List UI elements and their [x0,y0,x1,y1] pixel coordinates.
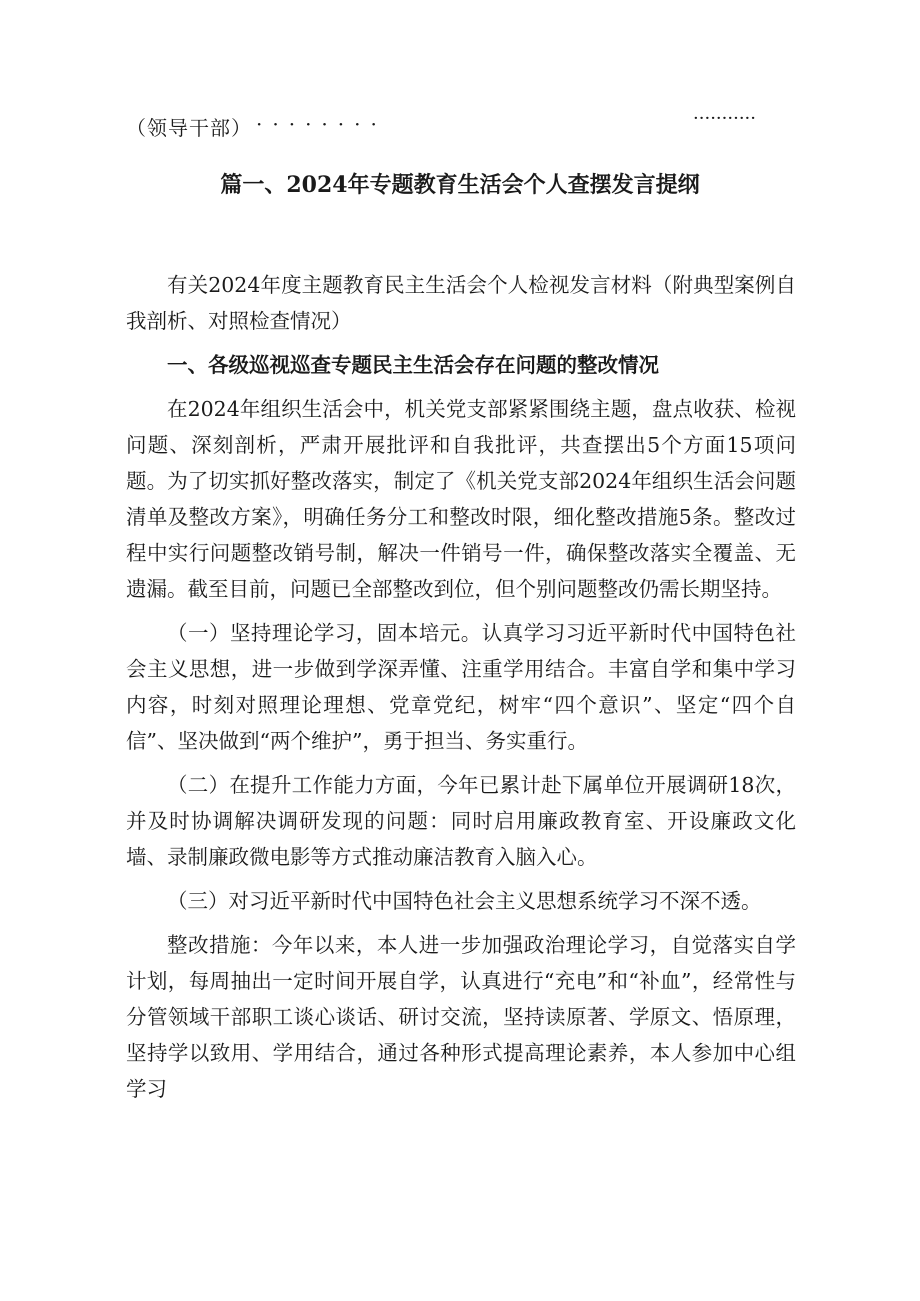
item-paragraph-2: （二）在提升工作能力方面，今年已累计赴下属单位开展调研18次，并及时协调解决调研发现的问题：同时启用廉政教育室、开设廉政文化墙、录制廉政微电影等方式推动廉洁教育入脑入心。 [126,773,796,869]
section-heading-1: 一、各级巡视巡查专题民主生活会存在问题的整改情况 [167,353,659,377]
toc-line[interactable] [126,108,756,142]
item-paragraph-1: （一）坚持理论学习，固本培元。认真学习习近平新时代中国特色社会主义思想，进一步做到学深弄懂、注重学用结合。丰富自学和集中学习内容，时刻对照理论理想、党章党纪，树牢“四个意识”、坚定“四个自信”、坚决做到“两个维护”，勇于担当、务实重行。 [126,621,796,753]
measures-paragraph: 整改措施：今年以来，本人进一步加强政治理论学习，自觉落实自学计划，每周抽出一定时间开展自学，认真进行“充电”和“补血”，经常性与分管领域干部职工谈心谈话、研讨交流，坚持读原著、学原文、悟原理，坚持学以致用、学用结合，通过各种形式提高理论素养，本人参加中心组学习 [126,933,796,1101]
toc-leader-dots: ········ [256,112,387,136]
item-paragraph-3: （三）对习近平新时代中国特色社会主义思想系统学习不深不透。 [167,889,762,913]
document-body [126,267,796,1107]
body-paragraph-1: 在2024年组织生活会中，机关党支部紧紧围绕主题，盘点收获、检视问题、深刻剖析，严肃开展批评和自我批评，共查摆出5个方面15项问题。为了切实抓好整改落实，制定了《机关党支部2024年组织生活会问题清单及整改方案》，明确任务分工和整改时限，细化整改措施5条。整改过程中实行问题整改销号制，解决一件销号一件，确保整改落实全覆盖、无遗漏。截至目前，问题已全部整改到位，但个别问题整改仍需长期坚持。 [126,397,796,601]
toc-page-leader: ··········· [693,108,756,129]
intro-paragraph: 有关2024年度主题教育民主生活会个人检视发言材料（附典型案例自我剖析、对照检查情况） [126,273,796,333]
toc-entry-label: （领导干部） [126,116,252,140]
document-title: 篇一、2024年专题教育生活会个人查摆发言提纲 [220,172,700,198]
